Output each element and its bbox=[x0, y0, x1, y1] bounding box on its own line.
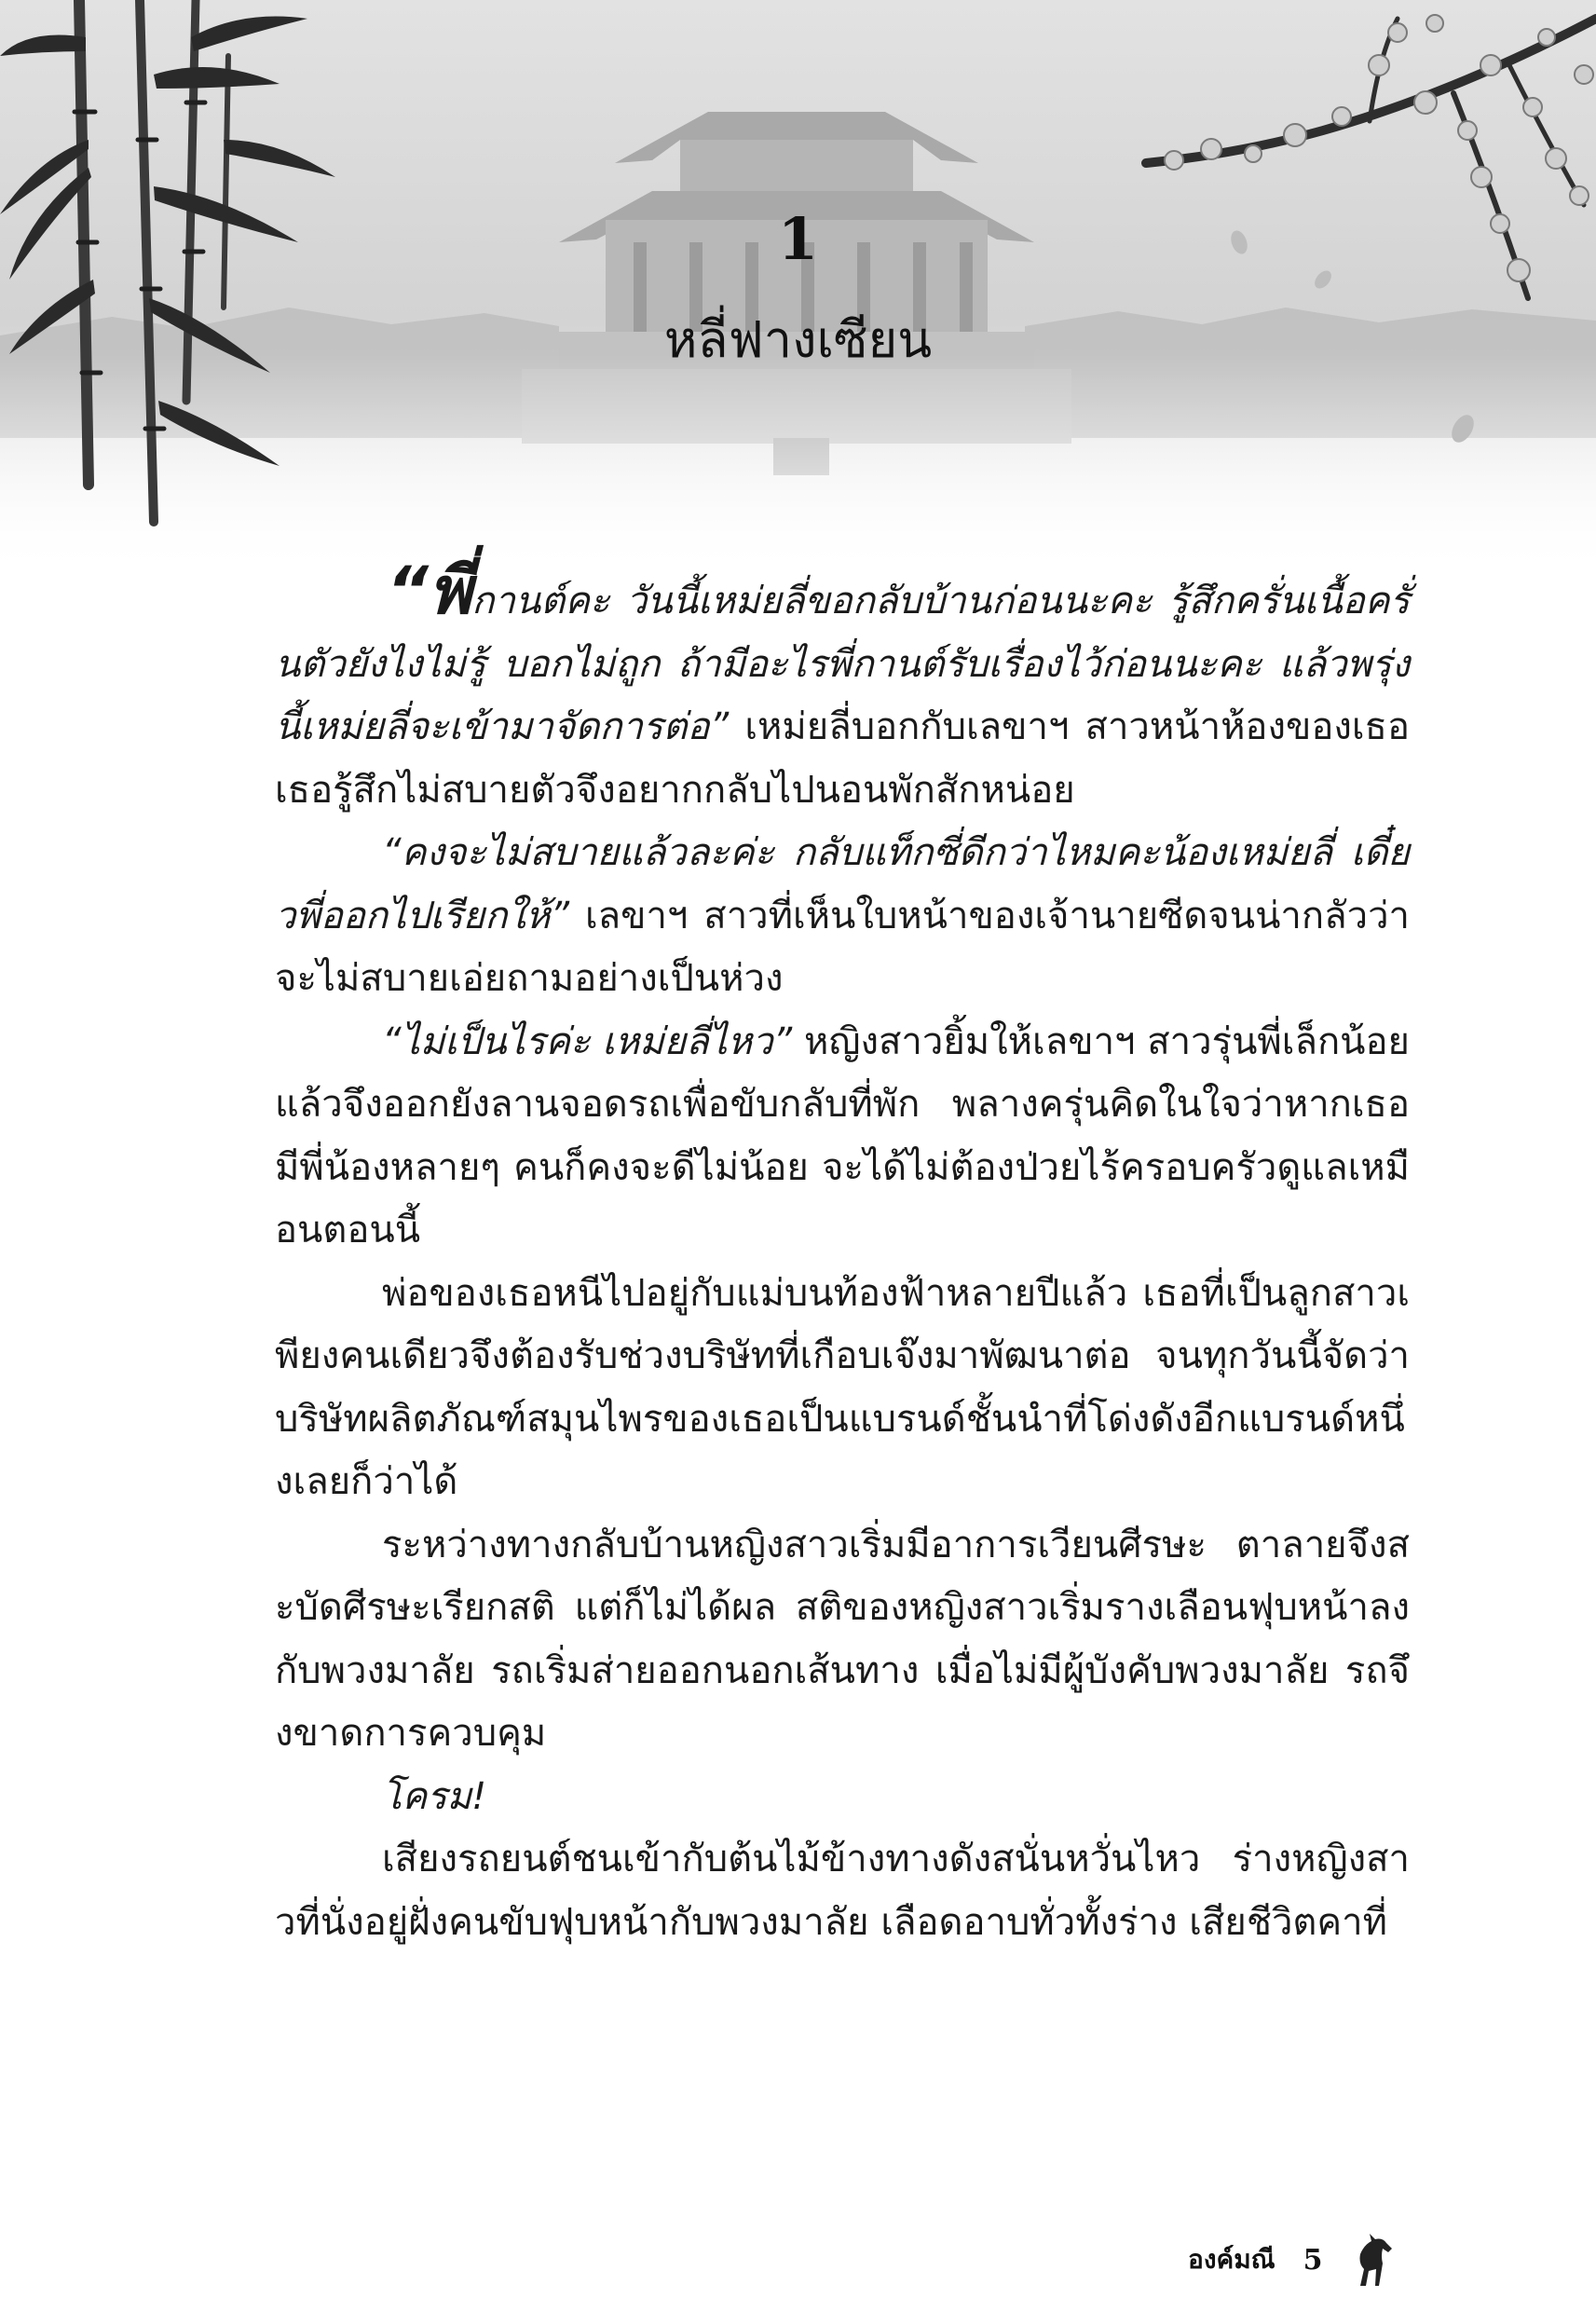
narration: ระหว่างทางกลับบ้านหญิงสาวเริ่มมีอาการเวียนศีรษะ ตาลายจึงสะบัดศีรษะเรียกสติ แต่ก็ไม่ได้ผล สติของหญิงสาวเริ่มรางเลือนฟุบหน้าลงกับพวงมาลัย รถเริ่มส่ายออกนอกเส้นทาง เมื่อไม่มีผู้บังคับพวงมาลัย รถจึงขาดการควบคุม bbox=[275, 1523, 1410, 1755]
chinese-palace-illustration bbox=[0, 0, 1596, 578]
page-number: 5 bbox=[1303, 2243, 1323, 2277]
page-footer bbox=[1188, 2232, 1394, 2288]
paragraph-7 bbox=[275, 1828, 1410, 1954]
dialogue: “คงจะไม่สบายแล้วละค่ะ กลับแท็กซี่ดีกว่าไหมคะน้องเหม่ยลี่ เดี๋ยวพี่ออกไปเรียกให้” bbox=[275, 831, 1410, 937]
narration: หญิงสาวยิ้มให้เลขาฯ สาวรุ่นพี่เล็กน้อยแล้วจึงออกยังลานจอดรถเพื่อขับกลับที่พัก พลางครุ่นคิดในใจว่าหากเธอมีพี่น้องหลายๆ คนก็คงจะดีไม่น้อย จะได้ไม่ต้องป่วยไร้ครอบครัวดูแลเหมือนตอนนี้ bbox=[275, 1019, 1410, 1251]
dialogue: กานต์คะ วันนี้เหม่ยลี่ขอกลับบ้านก่อนนะคะ รู้สึกครั่นเนื้อครั่นตัวยังไงไม่รู้ บอกไม่ถูก ถ้ามีอะไรพี่กานต์รับเรื่องไว้ก่อนนะคะ แล้วพรุ่งนี้เหม่ยลี่จะเข้ามาจัดการต่อ” bbox=[275, 580, 1410, 748]
narration: พ่อของเธอหนีไปอยู่กับแม่บนท้องฟ้าหลายปีแล้ว เธอที่เป็นลูกสาวเพียงคนเดียวจึงต้องรับช่วงบริษัทที่เกือบเจ๊งมาพัฒนาต่อ จนทุกวันนี้จัดว่าบริษัทผลิตภัณฑ์สมุนไพรของเธอเป็นแบรนด์ชั้นนำที่โด่งดังอีกแบรนด์หนึ่งเลยก็ว่าได้ bbox=[275, 1271, 1410, 1503]
story-body bbox=[275, 553, 1410, 1954]
header-illustration bbox=[0, 0, 1596, 578]
dialogue: “ไม่เป็นไรค่ะ เหม่ยลี่ไหว” bbox=[382, 1019, 793, 1063]
narration: เหม่ยลี่บอกกับเลขาฯ สาวหน้าห้องของเธอ เธอรู้สึกไม่สบายตัวจึงอยากกลับไปนอนพักสักหน่อย bbox=[275, 705, 1410, 812]
sound-effect: โครม! bbox=[382, 1774, 487, 1818]
paragraph-4 bbox=[275, 1263, 1410, 1514]
dropcap: “พี่ bbox=[387, 553, 472, 629]
chapter-number: 1 bbox=[777, 205, 819, 273]
footer-brand: องค์มณี bbox=[1188, 2244, 1275, 2275]
chapter-title: หลี่ฟางเซียน bbox=[663, 310, 933, 369]
paragraph-3 bbox=[275, 1011, 1410, 1263]
paragraph-2 bbox=[275, 822, 1410, 1011]
paragraph-5 bbox=[275, 1514, 1410, 1766]
narration: เสียงรถยนต์ชนเข้ากับต้นไม้ข้างทางดังสนั่นหวั่นไหว ร่างหญิงสาวที่นั่งอยู่ฝั่งคนขับฟุบหน้ากับพวงมาลัย เลือดอาบทั่วทั้งร่าง เสียชีวิตคาที่ bbox=[275, 1838, 1410, 1944]
narration: เลขาฯ สาวที่เห็นใบหน้าของเจ้านายซีดจนน่ากลัวว่าจะไม่สบายเอ่ยถามอย่างเป็นห่วง bbox=[275, 894, 1410, 1000]
paragraph-1 bbox=[275, 553, 1410, 822]
paragraph-6 bbox=[275, 1766, 1410, 1829]
horse-icon bbox=[1351, 2232, 1394, 2288]
